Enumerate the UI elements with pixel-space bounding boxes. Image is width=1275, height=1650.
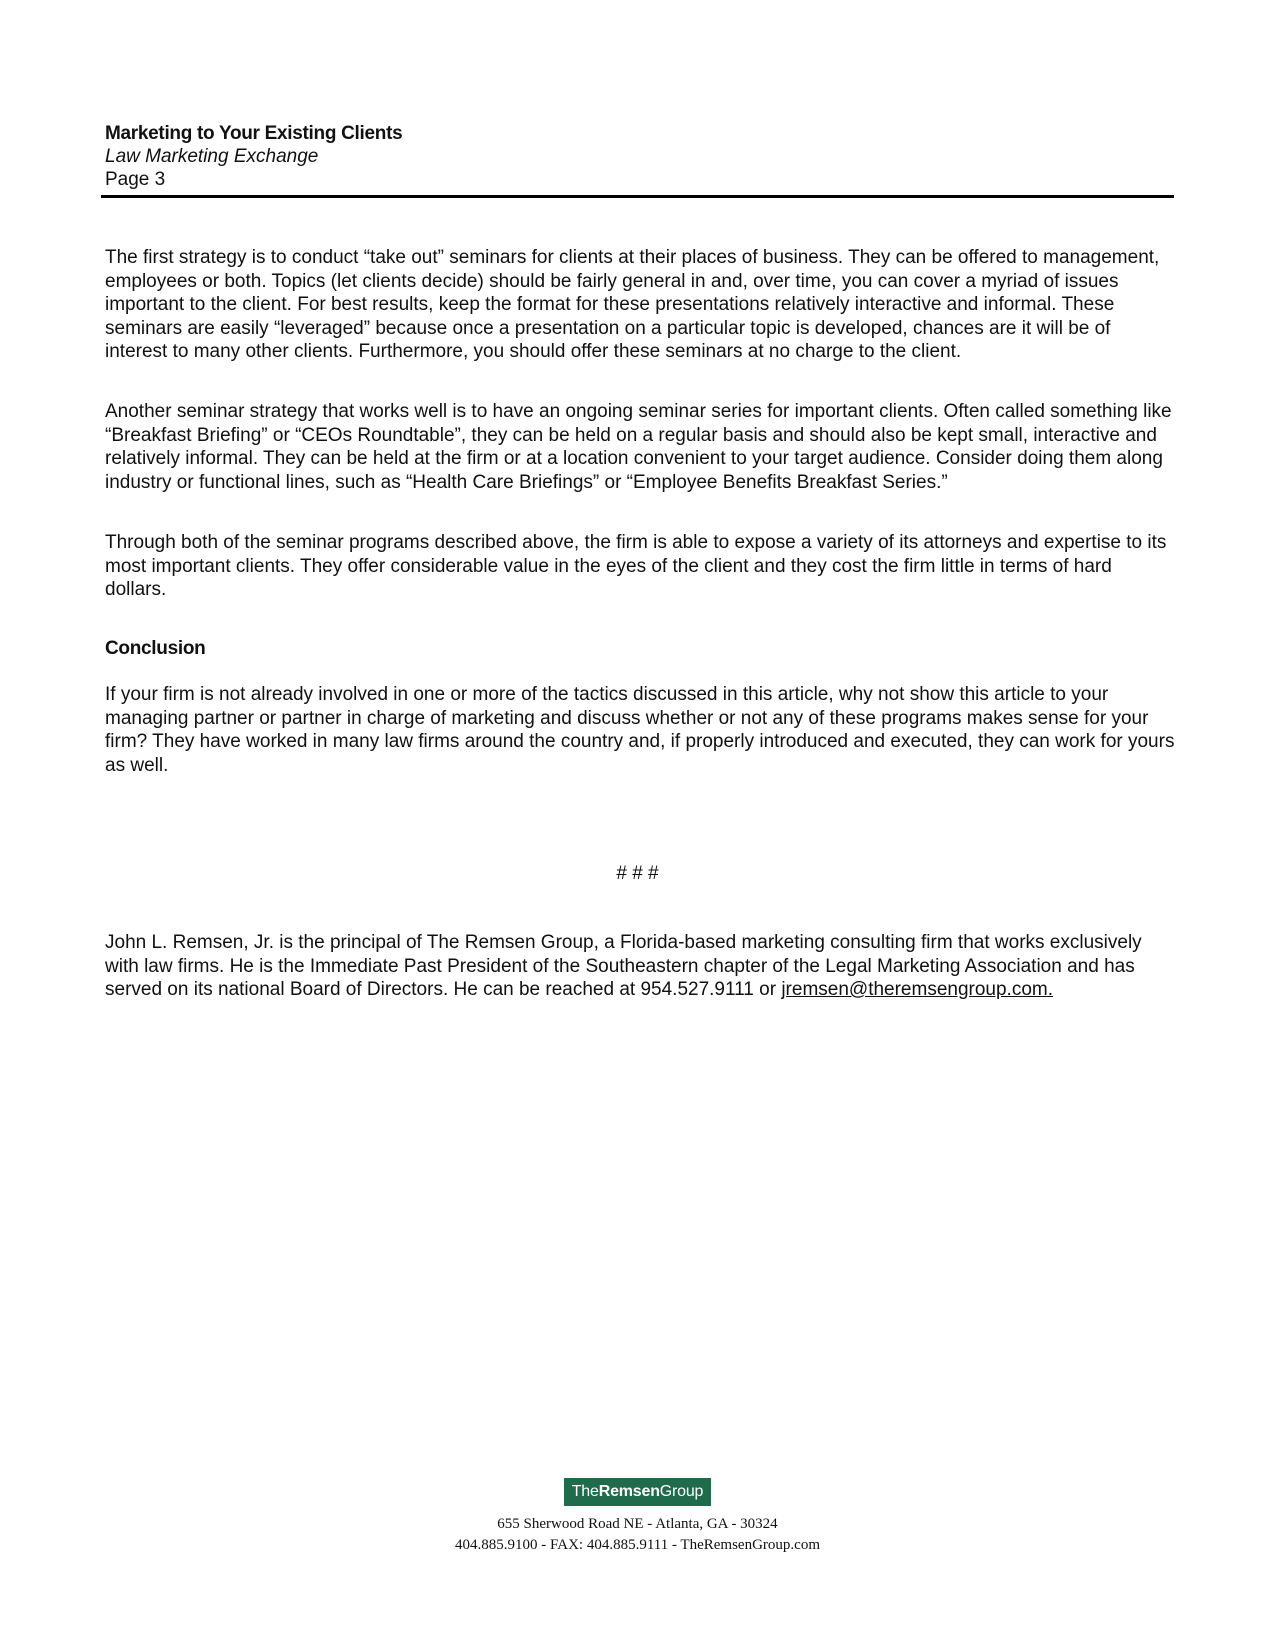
paragraph-conclusion	[105, 683, 1175, 777]
section-separator: # # #	[616, 863, 659, 884]
paragraph-take-out-seminars	[105, 246, 1175, 364]
page-header	[105, 122, 1173, 191]
author-bio-text: John L. Remsen, Jr. is the principal of The Remsen Group, a Florida-based marketing consulting firm that works exclusively with law firms. He is the Immediate Past President of the Southeastern chapter of the Legal Marketing Association and has served on its national Board of Directors. He can be reached at 954.527.9111 or	[105, 932, 1142, 1000]
page-number: Page 3	[105, 169, 166, 190]
footer-address: 655 Sherwood Road NE - Atlanta, GA - 30324	[497, 1516, 778, 1532]
paragraph-seminar-series	[105, 400, 1175, 494]
paragraph-text: Another seminar strategy that works well is to have an ongoing seminar series for important clients. Often called something like “Breakfast Briefing” or “CEOs Roundtable”, they can be held on a regular basis and should also be kept small, interactive and relatively informal. They can be held at the firm or at a location convenient to your target audience. Consider doing them along industry or functional lines, such as “Health Care Briefings” or “Employee Benefits Breakfast Series.”	[105, 401, 1172, 493]
logo-bold: Remsen	[598, 1483, 660, 1500]
publication-name: Law Marketing Exchange	[105, 146, 319, 167]
logo-prefix: The	[571, 1483, 599, 1500]
paragraph-text: If your firm is not already involved in one or more of the tactics discussed in this article, why not show this article to your managing partner or partner in charge of marketing and discuss whether or not any of these programs makes sense for your firm? They have worked in many law firms around the country and, if properly introduced and executed, they can work for yours as well.	[105, 684, 1175, 776]
header-divider	[101, 195, 1174, 198]
article-title: Marketing to Your Existing Clients	[105, 123, 403, 144]
page-footer	[0, 1478, 1275, 1556]
author-bio	[105, 931, 1175, 1002]
conclusion-heading: Conclusion	[105, 638, 206, 659]
remsen-group-logo	[564, 1478, 712, 1506]
author-email-link[interactable]: jremsen@theremsengroup.com.	[781, 979, 1054, 1000]
logo-suffix: Group	[659, 1483, 704, 1500]
paragraph-seminar-programs	[105, 531, 1175, 602]
footer-contact: 404.885.9100 - FAX: 404.885.9111 - TheRemsenGroup.com	[455, 1537, 820, 1553]
paragraph-text: The first strategy is to conduct “take out” seminars for clients at their places of business. They can be offered to management, employees or both. Topics (let clients decide) should be fairly general in and, over time, you can cover a myriad of issues important to the client. For best results, keep the format for these presentations relatively interactive and informal. These seminars are easily “leveraged” because once a presentation on a particular topic is developed, chances are it will be of interest to many other clients. Furthermore, you should offer these seminars at no charge to the client.	[105, 247, 1160, 362]
paragraph-text: Through both of the seminar programs described above, the firm is able to expose a variety of its attorneys and expertise to its most important clients. They offer considerable value in the eyes of the client and they cost the firm little in terms of hard dollars.	[105, 532, 1167, 600]
